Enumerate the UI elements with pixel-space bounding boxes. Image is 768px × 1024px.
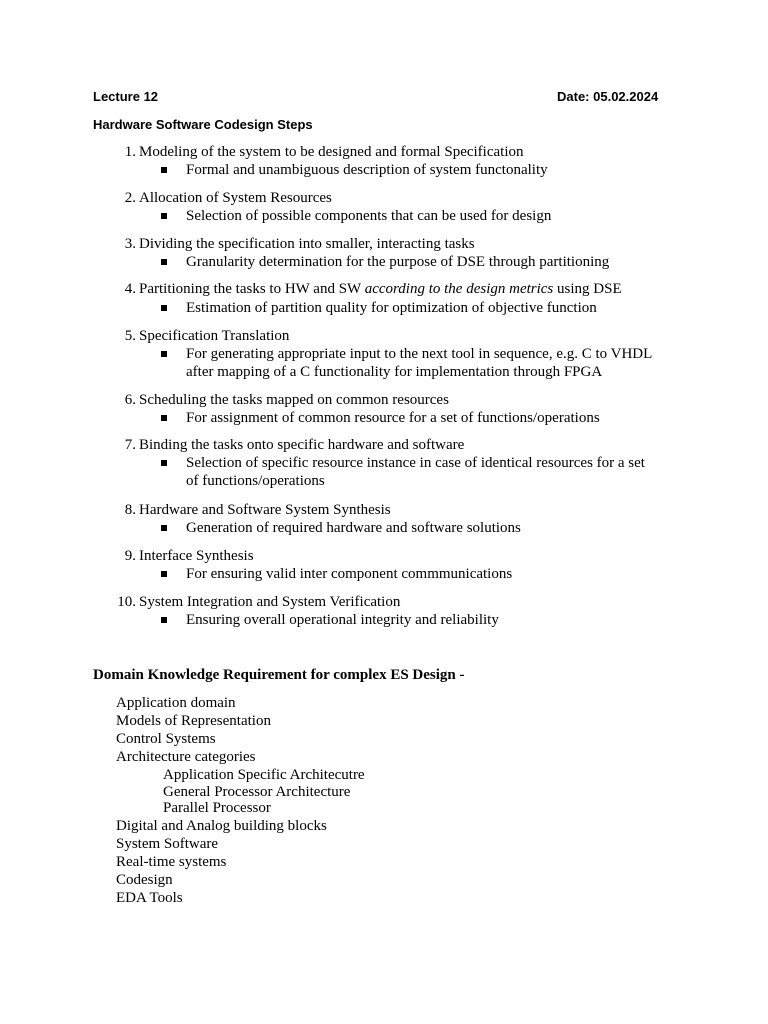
step-text: Interface Synthesis bbox=[139, 548, 254, 564]
section-title: Hardware Software Codesign Steps bbox=[93, 117, 313, 132]
list-item: System Software bbox=[116, 836, 219, 852]
list-item: Real-time systems bbox=[116, 854, 227, 870]
bullet-marker bbox=[161, 305, 167, 311]
step-number: 2. bbox=[124, 190, 136, 206]
step-text: Dividing the specification into smaller, interacting tasks bbox=[139, 236, 475, 252]
step-text: Hardware and Software System Synthesis bbox=[139, 502, 391, 518]
step-text: Specification Translation bbox=[139, 328, 290, 344]
step-number: 8. bbox=[124, 502, 136, 518]
list-item: Application domain bbox=[116, 695, 236, 711]
list-item: EDA Tools bbox=[116, 890, 183, 906]
list-item: Digital and Analog building blocks bbox=[116, 818, 327, 834]
bullet-text: Formal and unambiguous description of system functonality bbox=[186, 162, 548, 178]
sub-list-item: Parallel Processor bbox=[163, 800, 271, 816]
bullet-text: Generation of required hardware and software solutions bbox=[186, 520, 521, 536]
list-item: Codesign bbox=[116, 872, 173, 888]
step-text: Scheduling the tasks mapped on common resources bbox=[139, 392, 449, 408]
list-item: Models of Representation bbox=[116, 713, 271, 729]
step-text-pre: Partitioning the tasks to HW and SW bbox=[139, 281, 365, 297]
bullet-text: Estimation of partition quality for optimization of objective function bbox=[186, 300, 597, 316]
sub-list-item: Application Specific Architecutre bbox=[163, 767, 365, 783]
bullet-text-continuation: after mapping of a C functionality for implementation through FPGA bbox=[186, 364, 603, 380]
step-number: 7. bbox=[124, 437, 136, 453]
step-text: System Integration and System Verification bbox=[139, 594, 401, 610]
bullet-marker bbox=[161, 167, 167, 173]
bullet-marker bbox=[161, 460, 167, 466]
bullet-text: Selection of possible components that can be used for design bbox=[186, 208, 552, 224]
bullet-text: For ensuring valid inter component commmunications bbox=[186, 566, 513, 582]
step-text-post: using DSE bbox=[553, 281, 622, 297]
bullet-marker bbox=[161, 213, 167, 219]
step-number: 9. bbox=[124, 548, 136, 564]
sub-list-item: General Processor Architecture bbox=[163, 784, 351, 800]
bullet-text: Ensuring overall operational integrity and reliability bbox=[186, 612, 499, 628]
date-label: Date: 05.02.2024 bbox=[557, 89, 659, 104]
bullet-text: For assignment of common resource for a set of functions/operations bbox=[186, 410, 600, 426]
domain-heading: Domain Knowledge Requirement for complex ES Design - bbox=[93, 667, 465, 683]
bullet-marker bbox=[161, 571, 167, 577]
bullet-marker bbox=[161, 617, 167, 623]
list-item: Control Systems bbox=[116, 731, 216, 747]
step-text: Binding the tasks onto specific hardware and software bbox=[139, 437, 465, 453]
step-text bbox=[139, 280, 622, 298]
step-number: 4. bbox=[124, 281, 136, 297]
step-text: Allocation of System Resources bbox=[139, 190, 332, 206]
step-number: 10. bbox=[117, 594, 136, 610]
bullet-text: Granularity determination for the purpose of DSE through partitioning bbox=[186, 254, 610, 270]
step-text: Modeling of the system to be designed and formal Specification bbox=[139, 144, 524, 160]
step-number: 6. bbox=[124, 392, 136, 408]
bullet-text: For generating appropriate input to the next tool in sequence, e.g. C to VHDL bbox=[186, 346, 653, 362]
lecture-label: Lecture 12 bbox=[93, 89, 159, 104]
bullet-marker bbox=[161, 415, 167, 421]
step-number: 3. bbox=[124, 236, 136, 252]
step-text-emphasis: according to the design metrics bbox=[364, 281, 554, 297]
step-number: 5. bbox=[124, 328, 136, 344]
step-number: 1. bbox=[124, 144, 136, 160]
bullet-text-continuation: of functions/operations bbox=[186, 473, 325, 489]
list-item: Architecture categories bbox=[116, 749, 256, 765]
bullet-marker bbox=[161, 525, 167, 531]
bullet-marker bbox=[161, 259, 167, 265]
bullet-marker bbox=[161, 351, 167, 357]
bullet-text: Selection of specific resource instance in case of identical resources for a set bbox=[186, 455, 645, 471]
